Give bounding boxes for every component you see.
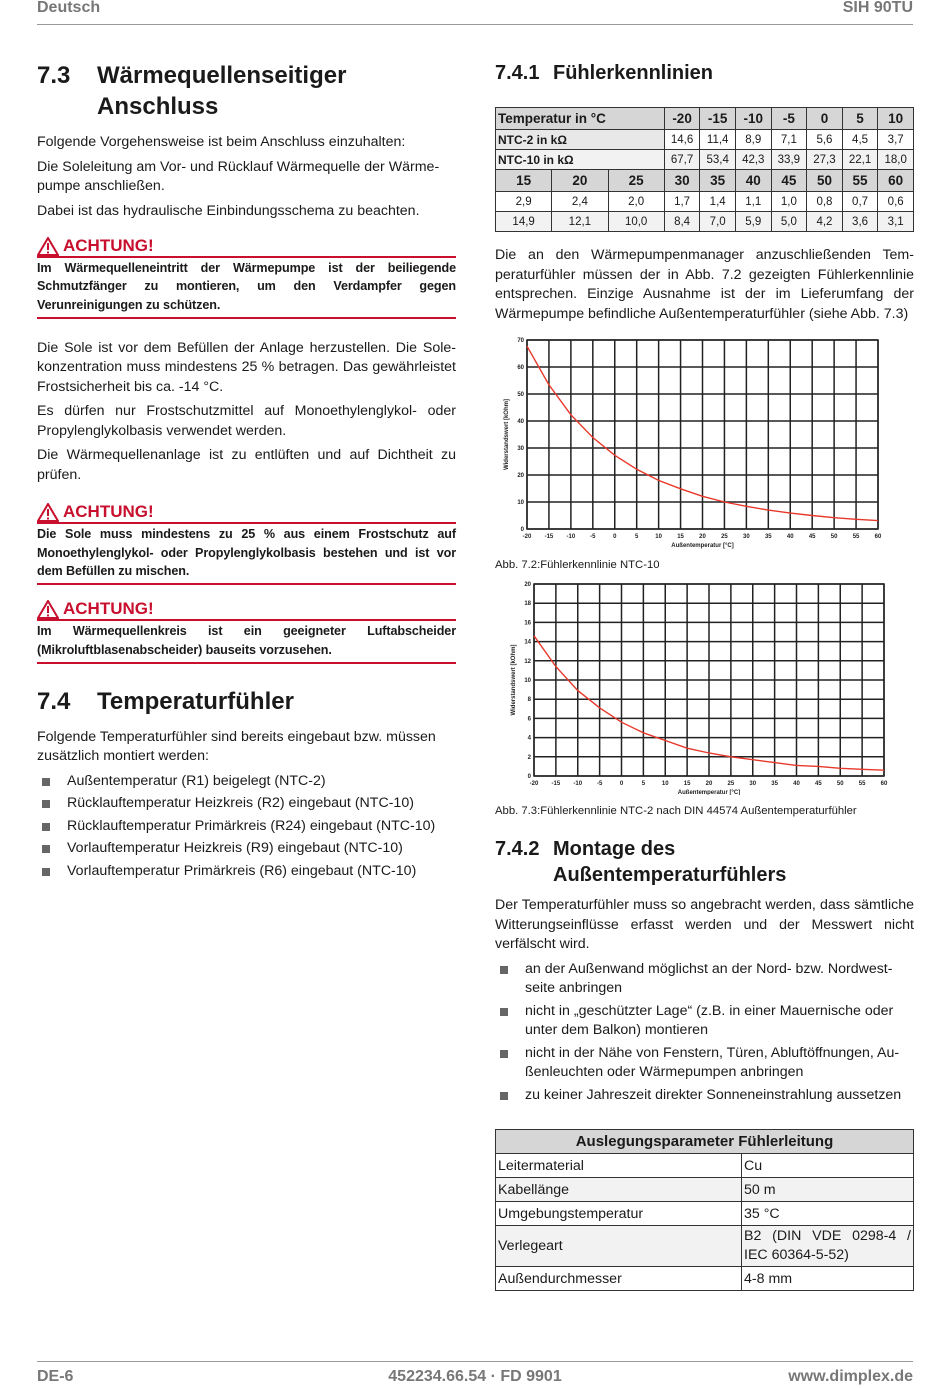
y-tick-label: 8 [527, 697, 531, 704]
x-tick-label: 0 [613, 534, 617, 540]
warning-box [37, 236, 456, 319]
x-tick-label: 5 [641, 781, 646, 787]
table-row: 15 20 25 30 35 40 45 50 55 60 [496, 170, 914, 192]
section-heading-7-4: 7.4 Temperaturfühler [37, 687, 294, 715]
list-item: Außentemperatur (R1) beigelegt (NTC-2) [37, 772, 456, 792]
x-tick-label: 35 [771, 781, 778, 787]
table-row: Temperatur in °C -20 -15 -10 -5 0 5 10 [496, 108, 914, 130]
list-item: Rücklauftemperatur Heizkreis (R2) eingebaut (NTC-10) [37, 794, 456, 814]
x-tick-label: 40 [793, 781, 800, 787]
table-row: Umgebungstemperatur 35 °C [496, 1202, 914, 1226]
chart-ntc2 [495, 575, 914, 795]
list-item: nicht in der Nähe von Fenstern, Türen, Abluftöffnungen, Außenleuchten oder Wärmepumpen anbringen [495, 1044, 914, 1083]
x-tick-label: 5 [635, 534, 639, 540]
x-tick-label: -10 [566, 534, 576, 540]
warning-triangle-icon [37, 600, 59, 619]
y-tick-label: 20 [517, 473, 524, 479]
x-tick-label: -5 [596, 781, 603, 787]
page-header [37, 0, 913, 25]
table-row: NTC-2 in kΩ 14,6 11,4 8,9 7,1 5,6 4,5 3,7 [496, 130, 914, 150]
y-tick-label: 2 [527, 754, 531, 761]
warning-box [37, 599, 456, 664]
x-tick-label: 15 [677, 534, 684, 540]
warning-title: ACHTUNG! [63, 599, 154, 619]
paragraph: Die an den Wärmepumpenmanager anzuschließenden Temperaturfühler müssen der in Abb. 7.2 gezeigten Fühlerkennlinie entsprechen. Einzige Ausnahme ist der im Lieferumfang der Wärmepumpe befindliche Außentemperaturfühler (siehe Abb. 7.3) [495, 247, 914, 322]
document-number: 452234.66.54 · FD 9901 [388, 1368, 562, 1385]
table-row: Leitermaterial Cu [496, 1154, 914, 1178]
x-tick-label: 60 [880, 781, 888, 787]
cable-parameter-table [495, 1129, 914, 1291]
x-tick-label: 10 [655, 534, 662, 540]
x-tick-label: 45 [808, 534, 816, 540]
table-row: NTC-10 in kΩ 67,7 53,4 42,3 33,9 27,3 22,1 18,0 [496, 150, 914, 170]
x-tick-label: 60 [874, 534, 882, 540]
y-axis-label: Widerstandswert [kOhm] [504, 399, 510, 470]
y-axis-label: Widerstandswert [kOhm] [511, 644, 517, 716]
paragraph: Die Sole ist vor dem Befüllen der Anlage herzustellen. Die Solekonzentration muss mindestens 25 % betragen. Das gewährleistet Frostsicherheit bis ca. -14 °C. [37, 339, 456, 395]
paragraph: Die Wärmequellenanlage ist zu entlüften und auf Dichtheit zu prüfen. [37, 447, 456, 483]
paragraph: Folgende Temperaturfühler sind bereits eingebaut bzw. müssen zusätzlich montiert werden: [37, 728, 436, 765]
x-tick-label: -20 [529, 781, 539, 787]
y-tick-label: 40 [517, 419, 524, 425]
paragraph: Folgende Vorgehensweise ist beim Anschluss einzuhalten: [37, 134, 406, 150]
x-tick-label: 55 [852, 534, 860, 540]
x-axis-label: Außentemperatur [°C] [671, 543, 734, 549]
x-tick-label: 25 [727, 781, 735, 787]
figure-caption: Abb. 7.3:Fühlerkennlinie NTC-2 nach DIN 44574 Außentemperaturfühler [495, 805, 857, 817]
y-tick-label: 14 [524, 639, 531, 646]
y-tick-label: 30 [517, 446, 524, 452]
x-tick-label: -5 [590, 534, 596, 540]
paragraph: Dabei ist das hydraulische Einbindungsschema zu beachten. [37, 202, 420, 219]
paragraph: Es dürfen nur Frostschutzmittel auf Monoethylenglykol- oder Propylenglykolbasis verwendet werden. [37, 403, 456, 439]
list-item: zu keiner Jahreszeit direkter Sonneneinstrahlung aussetzen [495, 1086, 914, 1106]
sensor-curve-table [495, 107, 914, 232]
y-tick-label: 50 [517, 392, 524, 398]
header-language: Deutsch [37, 0, 101, 16]
x-tick-label: 20 [699, 534, 706, 540]
x-axis-label: Außentemperatur [°C] [677, 790, 741, 795]
x-tick-label: 55 [858, 781, 866, 787]
x-tick-label: 35 [764, 534, 772, 540]
warning-triangle-icon [37, 503, 59, 522]
table-row: Außendurchmesser 4-8 mm [496, 1267, 914, 1291]
list-item: Rücklauftemperatur Primärkreis (R24) eingebaut (NTC-10) [37, 817, 456, 837]
warning-triangle-icon [37, 237, 59, 256]
x-tick-label: 45 [815, 781, 822, 787]
warning-title: ACHTUNG! [63, 502, 154, 522]
x-tick-label: 50 [830, 534, 838, 540]
page-number: DE-6 [37, 1368, 74, 1385]
list-item: Vorlauftemperatur Primärkreis (R6) eingebaut (NTC-10) [37, 862, 456, 882]
warning-title: ACHTUNG! [63, 236, 154, 255]
y-tick-label: 4 [527, 735, 531, 742]
y-tick-label: 6 [527, 716, 531, 723]
x-tick-label: -20 [522, 534, 532, 540]
x-tick-label: 25 [721, 534, 728, 540]
list-item: nicht in „geschützter Lage“ (z.B. in einer Mauernische oder unter dem Balkon) montieren [495, 1002, 914, 1041]
y-tick-label: 10 [524, 678, 531, 684]
warning-text: Im Wärmequelleneintritt der Wärmepumpe ist der beiliegende Schmutzfänger zu montieren, um den Verdampfer gegen Verunreinigungen zu schützen. [37, 261, 456, 312]
mounting-list [495, 960, 914, 1106]
paragraph: Die Soleleitung am Vor- und Rücklauf Wärmequelle der Wärmepumpe anschließen. [37, 158, 440, 194]
list-item: Vorlauftemperatur Heizkreis (R9) eingebaut (NTC-10) [37, 839, 456, 859]
sensor-list [37, 772, 456, 882]
y-tick-label: 12 [524, 658, 531, 665]
y-tick-label: 70 [517, 338, 524, 344]
section-heading-7-4-1: 7.4.1 Fühlerkennlinien [495, 62, 714, 84]
website: www.dimplex.de [788, 1368, 913, 1385]
section-heading-7-3: 7.3 Wärmequellenseitiger Anschluss [37, 62, 347, 120]
y-tick-label: 0 [520, 527, 524, 533]
y-tick-label: 16 [524, 620, 531, 627]
x-tick-label: -15 [544, 534, 554, 540]
x-tick-label: 15 [683, 781, 691, 787]
list-item: an der Außenwand möglichst an der Nord- bzw. Nordwestseite anbringen [495, 960, 914, 999]
x-tick-label: -15 [551, 781, 561, 787]
paragraph: Der Temperaturfühler muss so angebracht werden, dass sämtliche Witterungseinflüsse erfasst werden und der Messwert nicht verfälscht wird. [495, 897, 914, 952]
table-row: 2,9 2,4 2,0 1,7 1,4 1,1 1,0 0,8 0,7 0,6 [496, 192, 914, 212]
x-tick-label: 50 [836, 781, 844, 787]
x-tick-label: 40 [786, 534, 794, 540]
chart-ntc10 [495, 330, 914, 556]
y-tick-label: 10 [517, 500, 524, 506]
y-tick-label: 18 [524, 601, 531, 608]
table-row: Verlegeart B2 (DIN VDE 0298-4 / IEC 60364-5-52) [496, 1226, 914, 1267]
y-tick-label: 20 [524, 582, 531, 588]
x-tick-label: 0 [619, 781, 624, 787]
table-row: 14,9 12,1 10,0 8,4 7,0 5,9 5,0 4,2 3,6 3,1 [496, 212, 914, 232]
warning-box [37, 502, 456, 585]
left-column [37, 60, 456, 884]
right-column [495, 60, 914, 1291]
x-tick-label: 10 [661, 781, 669, 787]
warning-text: Im Wärmequellenkreis ist ein geeigneter Luftabscheider (Mikroluftblasenabscheider) bauseits vorzusehen. [37, 624, 456, 657]
y-tick-label: 0 [527, 774, 531, 780]
table-row: Kabellänge 50 m [496, 1178, 914, 1202]
warning-text: Die Sole muss mindestens zu 25 % aus einem Frostschutz auf Monoethylenglykol- oder Propylenglykolbasis bestehen und ist vor dem Befüllen zu mischen. [37, 527, 456, 578]
figure-caption: Abb. 7.2:Fühlerkennlinie NTC-10 [495, 559, 660, 571]
x-tick-label: -10 [573, 781, 583, 787]
x-tick-label: 30 [749, 781, 757, 787]
page-footer [37, 1361, 913, 1388]
x-tick-label: 20 [705, 781, 713, 787]
header-model: SIH 90TU [842, 0, 913, 16]
y-tick-label: 60 [517, 365, 524, 371]
x-tick-label: 30 [743, 534, 750, 540]
section-heading-7-4-2: 7.4.2 Montage des Außentemperaturfühlers [495, 838, 787, 886]
table-header: Auslegungsparameter Fühlerleitung [496, 1130, 914, 1154]
